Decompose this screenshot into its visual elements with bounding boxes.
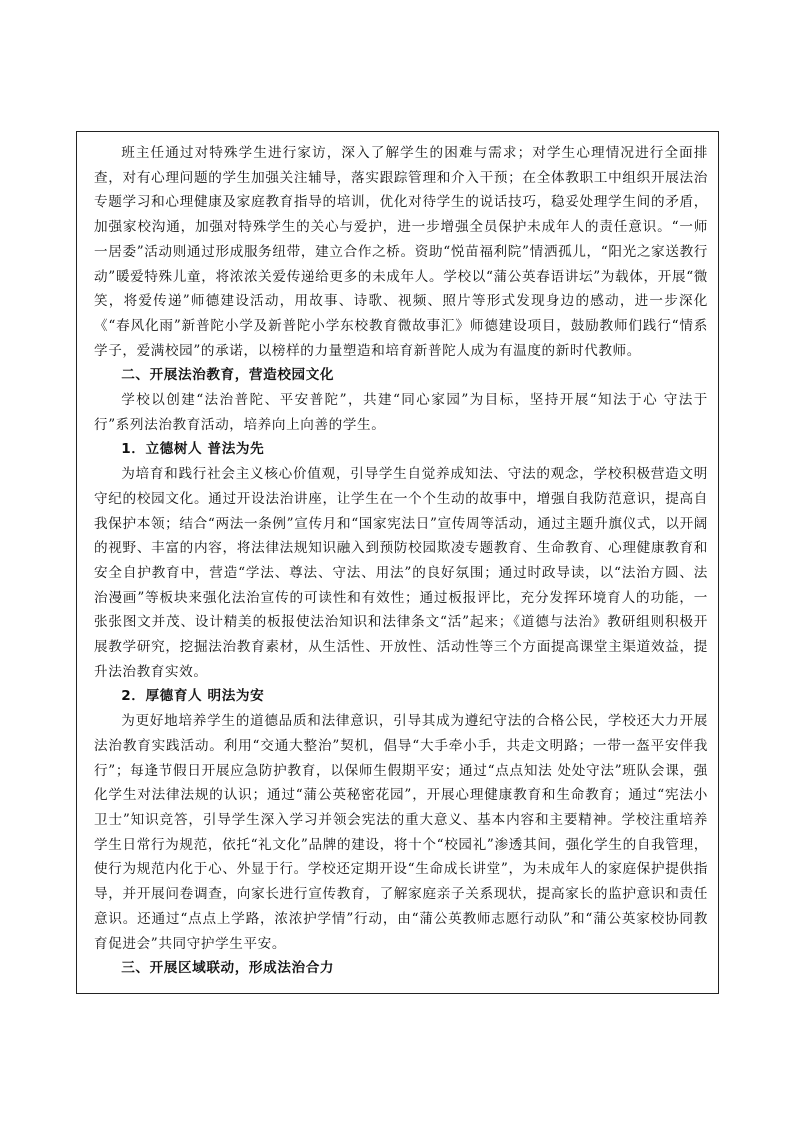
paragraph-practice-activities: 为更好地培养学生的道德品质和法律意识，引导其成为遵纪守法的合格公民，学校还大力开展法治教育实践活动。利用“交通大整治”契机，倡导“大手牵小手，共走文明路；一带一盔平安伴我行”；每逢节假日开展应急防护教育，以保师生假期平安；通过“点点知法 处处守法”班队会课，强化学生对法律法规的认识；通过“蒲公英秘密花园”，开展心理健康教育和生命教育；通过“宪法小卫士”知识竞答，引导学生深入学习并领会宪法的重大意义、基本内容和主要精神。学校注重培养学生日常行为规范，依托“礼文化”品牌的建设，将十个“校园礼”渗透其间，强化学生的自我管理，使行为规范内化于心、外显于行。学校还定期开设“生命成长讲堂”，为未成年人的家庭保护提供指导，并开展问卷调查，向家长进行宣传教育，了解家庭亲子关系现状，提高家长的监护意识和责任意识。还通过“点点上学路，浓浓护学情”行动，由“蒲公英教师志愿行动队”和“蒲公英家校协同教育促进会”共同守护学生平安。 (94, 713, 708, 952)
paragraph-teacher-care: 班主任通过对特殊学生进行家访，深入了解学生的困难与需求；对学生心理情况进行全面排查，对有心理问题的学生加强关注辅导，落实跟踪管理和介入干预；在全体教职工中组织开展法治专题学习和心理健康及家庭教育指导的培训，优化对待学生的说话技巧，稳妥处理学生间的矛盾，加强家校沟通，加强对特殊学生的关心与爱护，进一步增强全员保护未成年人的责任意识。“一师一居委”活动则通过形成服务纽带，建立合作之桥。资助“悦苗福利院”情洒孤儿，“阳光之家送教行动”暖爱特殊儿童，将浓浓关爱传递给更多的未成年人。学校以“蒲公英春语讲坛”为载体，开展“微笑，将爱传递”师德建设活动，用故事、诗歌、视频、照片等形式发现身边的感动，进一步深化《“春风化雨”新普陀小学及新普陀小学东校教育微故事汇》师德建设项目，鼓励教师们践行“情系学子，爱满校园”的承诺，以榜样的力量塑造和培育新普陀人成为有温度的新时代教师。 (94, 145, 708, 359)
section-heading-regional-linkage: 三、开展区域联动，形成法治合力 (121, 960, 335, 977)
subheading-morality-first: 1．立德树人 普法为先 (121, 441, 265, 458)
paragraph-legal-goal: 学校以创建“法治普陀、平安普陀”，共建“同心家园”为目标，坚持开展“知法于心 守法于行”系列法治教育活动，培养向上向善的学生。 (94, 392, 708, 433)
section-heading-legal-education: 二、开展法治教育，营造校园文化 (121, 367, 335, 384)
paragraph-campus-culture: 为培育和践行社会主义核心价值观，引导学生自觉养成知法、守法的观念，学校积极营造文明守纪的校园文化。通过开设法治讲座，让学生在一个个生动的故事中，增强自我防范意识，提高自我保护本领；结合“两法一条例”宣传月和“国家宪法日”宣传周等活动，通过主题升旗仪式，以开阔的视野、丰富的内容，将法律法规知识融入到预防校园欺凌专题教育、生命教育、心理健康教育和安全自护教育中，营造“学法、尊法、守法、用法”的良好氛围；通过时政导读，以“法治方圆、法治漫画”等板块来强化法治宣传的可读性和有效性；通过板报评比，充分发挥环境育人的功能，一张张图文并茂、设计精美的板报使法治知识和法律条文“活”起来；《道德与法治》教研组则积极开展教学研究，挖掘法治教育素材，从生活性、开放性、活动性等三个方面提高课堂主渠道效益，提升法治教育实效。 (94, 466, 708, 680)
subheading-virtue-education: 2．厚德育人 明法为安 (121, 688, 265, 705)
document-body (77, 132, 718, 981)
document-frame (76, 131, 719, 994)
